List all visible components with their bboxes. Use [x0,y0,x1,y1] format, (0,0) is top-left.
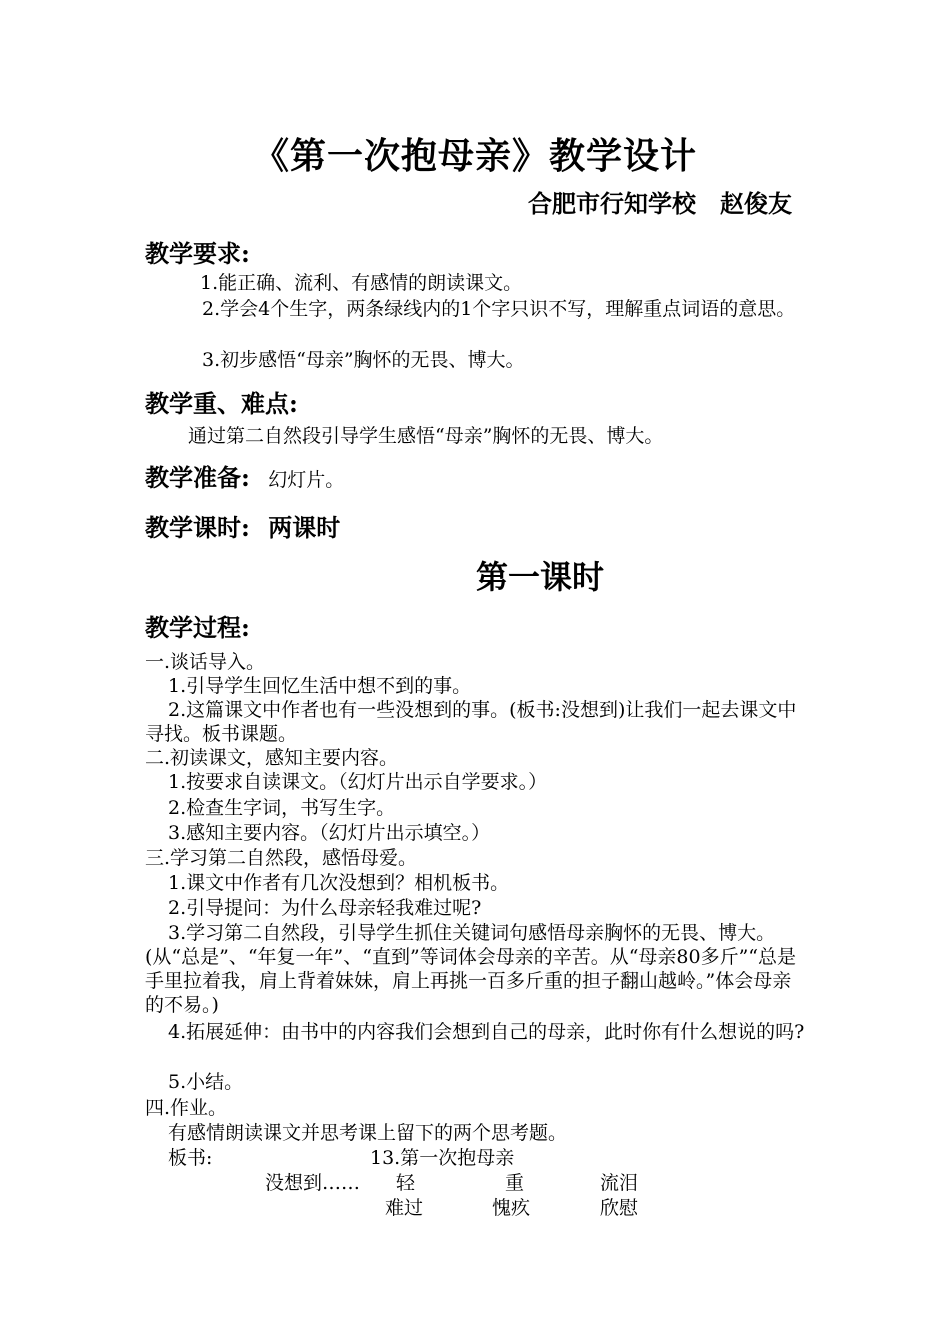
section-2-item-1: 1.按要求自读课文。（幻灯片出示自学要求。） [168,771,548,793]
board-cell: 欣慰 [600,1197,639,1219]
document-title: 《第一次抱母亲》教学设计 [252,135,697,177]
document-author: 合肥市行知学校 赵俊友 [528,189,792,218]
key-points-text: 通过第二自然段引导学生感悟“母亲”胸怀的无畏、博大。 [188,425,664,447]
lesson-title: 第一课时 [475,558,604,596]
section-4-item-1: 有感情朗读课文并思考课上留下的两个思考题。 [168,1122,568,1144]
section-3-item-4: 4.拓展延伸：由书中的内容我们会想到自己的母亲，此时你有什么想说的吗? [168,1021,805,1043]
preparation-text: 幻灯片。 [268,469,345,491]
preparation-heading: 教学准备: [145,463,250,492]
class-hours-row [145,508,340,543]
board-cell: 重 [505,1172,525,1194]
section-3-item-1: 1.课文中作者有几次没想到？相机板书。 [168,872,510,894]
class-hours-heading: 教学课时: [145,513,250,542]
class-hours-text: 两课时 [268,513,341,542]
section-1-item-2: 2.这篇课文中作者也有一些没想到的事。(板书:没想到)让我们一起去课文中寻找。板书课题。 [145,699,797,745]
board-cell: 流泪 [600,1172,639,1194]
section-1-heading: 一.谈话导入。 [145,651,266,673]
requirement-item-2: 2.学会4个生字，两条绿线内的1个字只识不写，理解重点词语的意思。 [202,298,796,320]
board-cell: 愧疚 [492,1197,531,1219]
section-2-item-2: 2.检查生字词，书写生字。 [168,797,396,819]
section-3-item-5: 5.小结。 [168,1071,244,1093]
section-2-heading: 二.初读课文，感知主要内容。 [145,747,399,769]
board-cell: 轻 [396,1172,416,1194]
requirement-item-1: 1.能正确、流利、有感情的朗读课文。 [200,272,523,294]
requirements-heading: 教学要求: [145,239,250,268]
board-title: 13.第一次抱母亲 [370,1147,515,1169]
section-3-heading: 三.学习第二自然段，感悟母爱。 [145,847,418,869]
requirement-item-3: 3.初步感悟“母亲”胸怀的无畏、博大。 [202,349,525,371]
section-1-item-1: 1.引导学生回忆生活中想不到的事。 [168,675,472,697]
process-heading: 教学过程: [145,613,250,642]
board-cell: 没想到…… [265,1172,361,1194]
section-3-item-2: 2.引导提问：为什么母亲轻我难过呢? [168,897,482,919]
board-label: 板书: [168,1147,213,1169]
section-2-item-3: 3.感知主要内容。（幻灯片出示填空。） [168,822,491,844]
board-cell: 难过 [385,1197,424,1219]
preparation-row [145,458,344,493]
section-3-item-3: 3.学习第二自然段，引导学生抓住关键词句感悟母亲胸怀的无畏、博大。(从“总是”、“年复一年”、“直到”等词体会母亲的辛苦。从“母亲80多斤”“总是手里拉着我，肩上背着妹妹，肩上再挑一百多斤重的担子翻山越岭。”体会母亲的不易。) [145,922,797,1016]
key-points-heading: 教学重、难点: [145,389,298,418]
section-4-heading: 四.作业。 [145,1097,228,1119]
